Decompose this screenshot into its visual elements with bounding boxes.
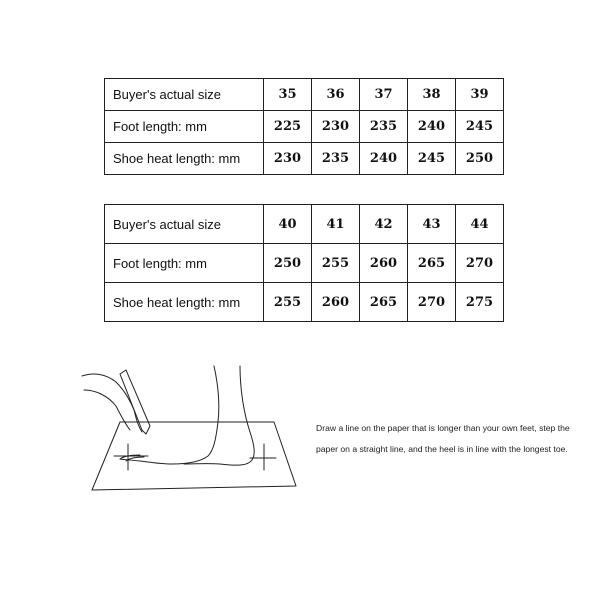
size-cell: 38 <box>408 79 456 111</box>
size-cell: 265 <box>408 244 456 283</box>
size-cell: 240 <box>360 143 408 175</box>
size-cell: 240 <box>408 111 456 143</box>
size-cell: 275 <box>456 283 504 322</box>
pencil-outline <box>120 370 150 434</box>
size-chart-table-1 <box>104 78 504 175</box>
size-cell: 265 <box>360 283 408 322</box>
size-cell: 270 <box>408 283 456 322</box>
size-cell: 43 <box>408 205 456 244</box>
size-cell: 270 <box>456 244 504 283</box>
table-row <box>105 283 504 322</box>
hand-outline <box>82 374 142 432</box>
size-cell: 39 <box>456 79 504 111</box>
size-cell: 235 <box>360 111 408 143</box>
size-cell: 44 <box>456 205 504 244</box>
heel-outline <box>184 366 254 465</box>
size-cell: 260 <box>360 244 408 283</box>
size-cell: 37 <box>360 79 408 111</box>
size-cell: 230 <box>312 111 360 143</box>
size-cell: 250 <box>264 244 312 283</box>
size-cell: 260 <box>312 283 360 322</box>
size-cell: 235 <box>312 143 360 175</box>
row-label: Foot length: mm <box>105 111 264 143</box>
foot-measuring-illustration <box>80 360 310 500</box>
size-cell: 245 <box>408 143 456 175</box>
size-cell: 41 <box>312 205 360 244</box>
table-row <box>105 111 504 143</box>
table-row <box>105 79 504 111</box>
size-cell: 255 <box>264 283 312 322</box>
size-cell: 255 <box>312 244 360 283</box>
size-cell: 42 <box>360 205 408 244</box>
size-cell: 35 <box>264 79 312 111</box>
size-cell: 250 <box>456 143 504 175</box>
table-row <box>105 143 504 175</box>
size-cell: 245 <box>456 111 504 143</box>
row-label: Foot length: mm <box>105 244 264 283</box>
row-label: Shoe heat length: mm <box>105 143 264 175</box>
size-chart-table-2 <box>104 204 504 322</box>
table-row <box>105 244 504 283</box>
row-label: Shoe heat length: mm <box>105 283 264 322</box>
table-row <box>105 205 504 244</box>
row-label: Buyer's actual size <box>105 205 264 244</box>
row-label: Buyer's actual size <box>105 79 264 111</box>
size-cell: 230 <box>264 143 312 175</box>
size-cell: 225 <box>264 111 312 143</box>
size-cell: 40 <box>264 205 312 244</box>
size-cell: 36 <box>312 79 360 111</box>
measuring-instructions: Draw a line on the paper that is longer than your own feet, step the paper on a straight line, and the heel is in line with the longest toe. <box>316 423 570 454</box>
